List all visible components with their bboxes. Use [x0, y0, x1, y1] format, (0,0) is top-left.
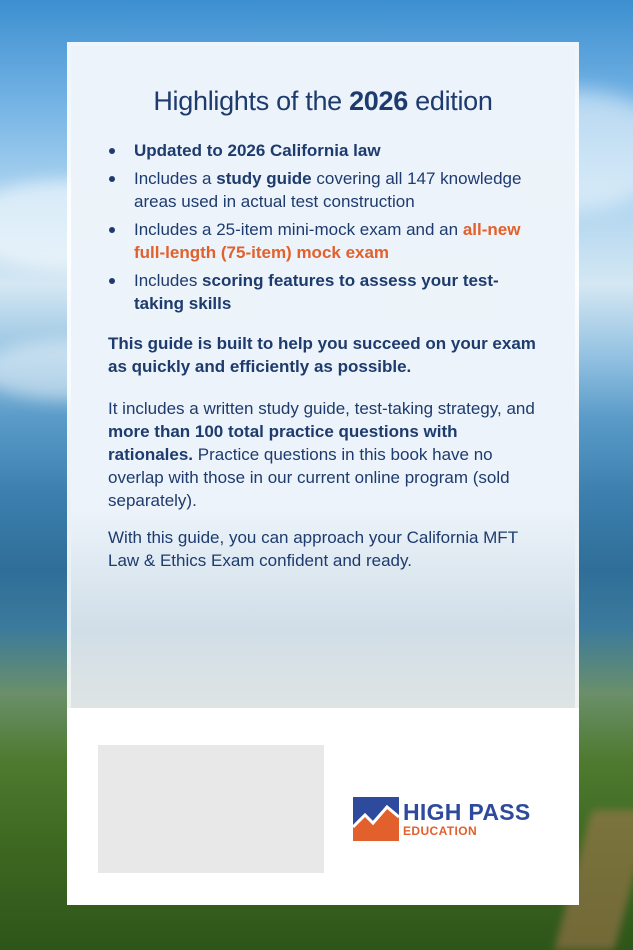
highlights-list	[108, 139, 538, 320]
closing-statement: With this guide, you can approach your California MFT Law & Ethics Exam confident and ready.	[108, 528, 518, 570]
logo-wordmark: HIGH PASS	[403, 799, 531, 825]
list-item: Includes scoring features to assess your test-taking skills	[108, 269, 538, 315]
list-item: Includes a 25-item mini-mock exam and an all-new full-length (75-item) mock exam	[108, 218, 538, 264]
content-card	[67, 42, 579, 905]
list-item: Includes a study guide covering all 147 knowledge areas used in actual test construction	[108, 167, 538, 213]
contents-description: It includes a written study guide, test-taking strategy, and more than 100 total practice questions with rationales. Practice questions in this book have no overlap with those in our current online program (sold separately).	[108, 399, 535, 510]
list-item: Updated to 2026 California law	[108, 139, 538, 162]
high-pass-education-logo	[353, 797, 543, 843]
logo-subtitle: EDUCATION	[403, 824, 478, 838]
mountain-chart-icon	[353, 797, 399, 841]
intro-statement: This guide is built to help you succeed on your exam as quickly and efficiently as possible.	[108, 334, 536, 376]
page-title: Highlights of the 2026 edition	[153, 86, 493, 116]
image-placeholder	[98, 745, 324, 873]
